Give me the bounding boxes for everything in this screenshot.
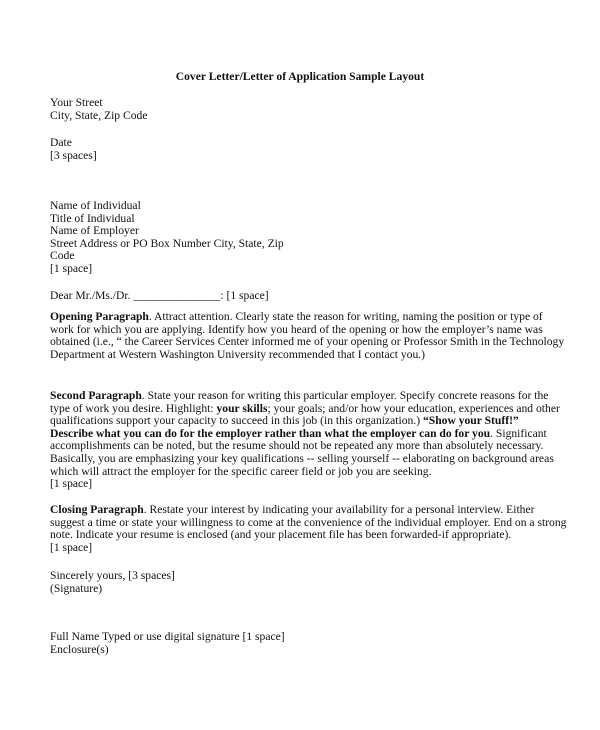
recipient-spacing: [1 space] [50, 261, 93, 275]
sender-address [50, 97, 550, 122]
opening-line-4: Department at Western Washington University recommended that I contact you.) [50, 347, 426, 361]
recipient-employer: Name of Employer [50, 224, 139, 238]
second-line-1: . State your reason for writing this particular employer. Specify concrete reasons for the [141, 389, 549, 402]
footer-block [50, 631, 550, 656]
closing-paragraph [50, 503, 567, 554]
date-spacing: [3 spaces] [50, 148, 97, 162]
closing-heading: Closing Paragraph [50, 503, 144, 516]
opening-line-1: . Attract attention. Clearly state the reason for writing, naming the position or type of [148, 310, 543, 323]
sender-city: City, State, Zip Code [50, 108, 148, 122]
second-paragraph [50, 389, 560, 491]
closing-line-3: note. Indicate your resume is enclosed (and your placement file has been forwarded-if appropriate). [50, 528, 512, 542]
second-line-3-bold: “Show your Stuff!” [422, 414, 519, 428]
second-spacing: [1 space] [50, 477, 93, 491]
second-line-2b: ; your goals; and/or how your education, experiences and other [267, 401, 560, 415]
second-line-6: Basically, you are emphasizing your key qualifications -- selling yourself -- elaborating on background areas [50, 451, 554, 465]
date-label: Date [50, 136, 72, 149]
recipient-address [50, 200, 550, 276]
recipient-address-line2: Code [50, 249, 75, 263]
opening-paragraph [50, 310, 565, 361]
recipient-address-line1: Street Address or PO Box Number City, State, Zip [50, 236, 284, 250]
full-name-line: Full Name Typed or use digital signature [1 space] [50, 630, 285, 643]
opening-line-2: work for which you are applying. Identify how you heard of the opening or how the employer’s name was [50, 322, 543, 336]
closing-spacing: [1 space] [50, 540, 93, 554]
enclosure-line: Enclosure(s) [50, 642, 109, 656]
second-line-4-bold: Describe what you can do for the employer rather than what the employer can do for you [50, 426, 491, 440]
opening-line-3: obtained (i.e., “ the Career Services Center informed me of your opening or Professor Smith in the Technology [50, 335, 565, 349]
second-heading: Second Paragraph [50, 389, 142, 402]
recipient-name: Name of Individual [50, 199, 141, 212]
second-line-3a: qualifications support your capacity to succeed in this job (in this organization.) [50, 414, 423, 428]
second-line-4b: . Significant [490, 426, 547, 440]
date-block [50, 137, 550, 162]
second-line-5: accomplishments can be noted, but the resume should not be repeated any more than absolutely necessary. [50, 439, 544, 453]
signoff [50, 570, 550, 595]
second-line-7: which will attract the employer for the specific career field or job you are seeking. [50, 464, 432, 478]
document-title: Cover Letter/Letter of Application Sample Layout [175, 70, 425, 83]
opening-heading: Opening Paragraph [50, 310, 149, 323]
sender-street: Your Street [50, 96, 103, 109]
signature-placeholder: (Signature) [50, 581, 103, 595]
second-line-2a: type of work you desire. Highlight: [50, 401, 217, 415]
salutation: Dear Mr./Ms./Dr. _______________: [1 space] [50, 289, 269, 302]
closing-line-1: . Restate your interest by indicating your availability for a personal interview. Either [143, 503, 535, 516]
signoff-line: Sincerely yours, [3 spaces] [50, 569, 175, 582]
second-line-2-bold: your skills [216, 401, 268, 415]
recipient-title: Title of Individual [50, 211, 135, 225]
closing-line-2: suggest a time or state your willingness to come at the convenience of the individual employer. End on a strong [50, 515, 567, 529]
